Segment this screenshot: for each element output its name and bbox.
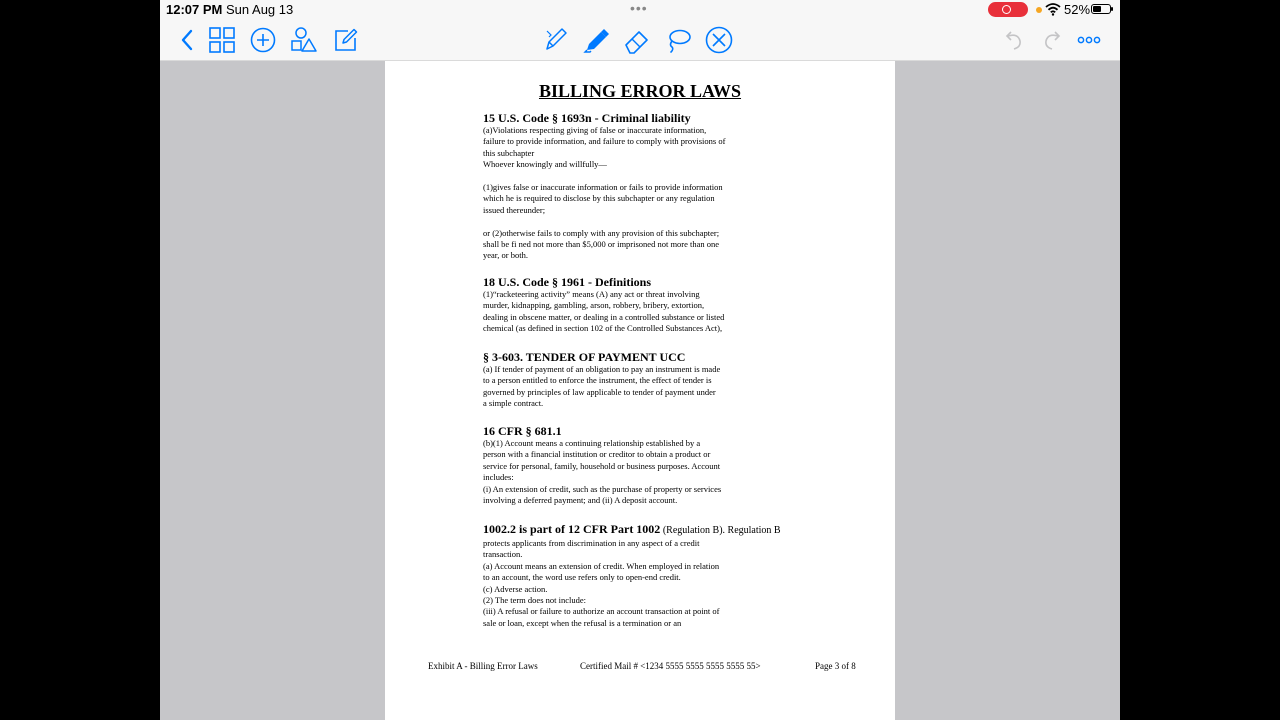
section-heading: 18 U.S. Code § 1961 - Definitions [483, 275, 652, 289]
footer-left: Exhibit A - Billing Error Laws [428, 661, 538, 671]
redo-icon [1036, 23, 1070, 57]
section-15-usc-1693n [483, 111, 783, 262]
shapes-icon [287, 23, 321, 57]
section-paragraph: or (2)otherwise fails to comply with any provision of this subchapter; shall be fi ned not more than $5,000 or imprisoned not more than one year, or both. [483, 227, 720, 261]
battery-icon [1091, 4, 1111, 14]
section-paragraph: (b)(1) Account means a continuing relationship established by a person with a financial institution or creditor to obtain a product or service for personal, family, household or business purposes. Account includes: (i) An extension of credit, such as the purchase of property or services involving a deferred payment; and (ii) A deposit account. [483, 438, 722, 506]
status-time: 12:07 PM [166, 2, 223, 17]
section-paragraph: (1)“racketeering activity” means (A) any act or threat involving murder, kidnapping, gambling, arson, robbery, bribery, extortion, dealing in obscene matter, or dealing in a controlled substance or listed chemical (as defined in section 102 of the Controlled Substances Act), [483, 289, 725, 334]
screen-recording-icon[interactable] [988, 2, 1028, 17]
section-heading: 16 CFR § 681.1 [483, 424, 562, 438]
pen-tool-button[interactable] [538, 23, 572, 57]
lasso-tool-button[interactable] [661, 23, 695, 57]
battery-percentage: 52% [1064, 2, 1091, 17]
thumbnails-button[interactable] [205, 23, 239, 57]
section-16-cfr-681-1 [483, 424, 783, 506]
multitasking-dots-icon[interactable]: ••• [630, 0, 648, 16]
footer-certified-mail: Certified Mail # <1234 5555 5555 5555 5555 55> [580, 661, 761, 671]
shapes-button[interactable] [287, 23, 321, 57]
app-toolbar [160, 20, 1120, 61]
status-date: Sun Aug 13 [226, 2, 294, 17]
section-heading: 15 U.S. Code § 1693n - Criminal liability [483, 111, 691, 125]
plus-circle-icon [246, 23, 280, 57]
document-title: BILLING ERROR LAWS [538, 81, 742, 101]
highlighter-icon [579, 23, 613, 57]
close-tools-button[interactable] [702, 23, 736, 57]
grid-icon [205, 23, 239, 57]
section-paragraph: (a) If tender of payment of an obligation to pay an instrument is made to a person entitled to enforce the instrument, the effect of tender is governed by principles of law applicable to tender of payment under a simple contract. [483, 364, 721, 409]
section-3-603-ucc [483, 350, 783, 410]
section-paragraph: protects applicants from discrimination in any aspect of a credit transaction. (a) Account means an extension of credit. When employed in relation to an account, the word use refers only to open-end credit. (c) Adverse action. (2) The term does not include: (iii) A refusal or failure to authorize an account transaction at point of sale or loan, except when the refusal is a termination or an [483, 538, 720, 628]
section-18-usc-1961 [483, 275, 783, 335]
more-button[interactable] [1072, 23, 1106, 57]
chevron-left-icon [170, 23, 204, 57]
highlighter-tool-button[interactable] [579, 23, 613, 57]
wifi-icon [1045, 2, 1061, 16]
ipad-screen [160, 0, 1120, 720]
undo-button[interactable] [996, 23, 1030, 57]
close-circle-icon [702, 23, 736, 57]
status-bar [160, 0, 1120, 20]
mic-indicator-icon [1036, 7, 1042, 13]
compose-icon [328, 23, 362, 57]
lasso-icon [661, 23, 695, 57]
document-page[interactable] [385, 61, 895, 720]
section-heading-bold: 1002.2 is part of 12 CFR Part 1002 [483, 522, 661, 536]
pen-icon [538, 23, 572, 57]
eraser-tool-button[interactable] [620, 23, 654, 57]
more-icon [1072, 23, 1106, 57]
section-12-cfr-1002 [483, 522, 783, 629]
compose-button[interactable] [328, 23, 362, 57]
redo-button[interactable] [1036, 23, 1070, 57]
back-button[interactable] [170, 23, 204, 57]
section-paragraph: (a)Violations respecting giving of false or inaccurate information, failure to provide information, and failure to comply with provisions of this subchapter Whoever knowingly and willfully— [483, 125, 726, 170]
section-heading [483, 522, 783, 538]
footer-page-number: Page 3 of 8 [815, 661, 856, 671]
add-button[interactable] [246, 23, 280, 57]
section-heading: § 3-603. TENDER OF PAYMENT UCC [483, 350, 686, 364]
undo-icon [996, 23, 1030, 57]
section-paragraph: (1)gives false or inaccurate information or fails to provide information which he is required to disclose by this subchapter or any regulation issued thereunder; [483, 182, 723, 215]
eraser-icon [620, 23, 654, 57]
section-heading-suffix: (Regulation B). Regulation B [660, 525, 781, 536]
